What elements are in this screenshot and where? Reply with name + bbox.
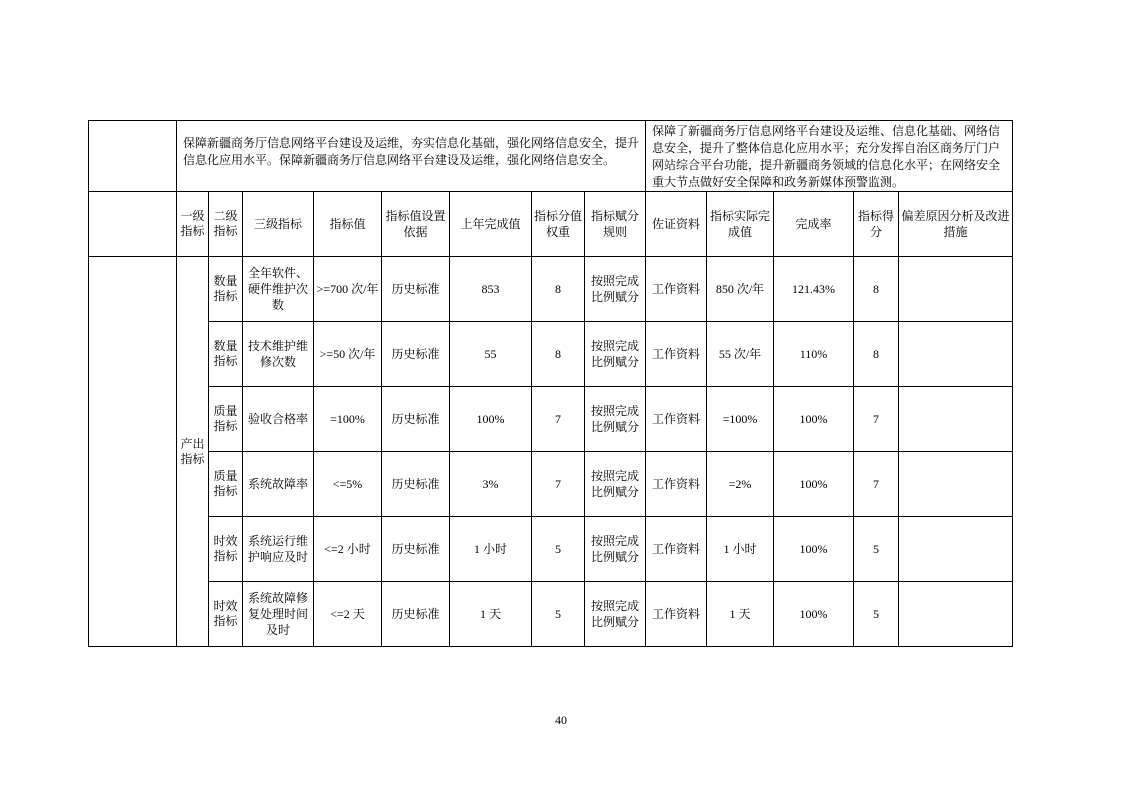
value-cell: <=5% [314, 452, 382, 517]
weight-cell: 8 [532, 257, 585, 322]
header-level2: 二级指标 [209, 192, 243, 257]
level3-cell: 系统运行维护响应及时 [243, 517, 314, 582]
actual-cell: 55 次/年 [707, 322, 774, 387]
rate-cell: 100% [774, 452, 854, 517]
level2-cell: 质量指标 [209, 387, 243, 452]
score-cell: 8 [854, 257, 899, 322]
rule-cell: 按照完成比例赋分 [585, 387, 646, 452]
level3-cell: 系统故障率 [243, 452, 314, 517]
header-actual: 指标实际完成值 [707, 192, 774, 257]
blank-cell [89, 257, 177, 647]
header-rule: 指标赋分规则 [585, 192, 646, 257]
evidence-cell: 工作资料 [646, 257, 707, 322]
header-basis: 指标值设置依据 [382, 192, 450, 257]
level2-cell: 数量指标 [209, 322, 243, 387]
rule-cell: 按照完成比例赋分 [585, 257, 646, 322]
analysis-cell [899, 452, 1013, 517]
actual-goal: 保障了新疆商务厅信息网络平台建设及运维、信息化基础、网络信息安全，提升了整体信息化应用水平；充分发挥自治区商务厅门户网站综合平台功能，提升新疆商务领域的信息化水平；在网络安全重大节点做好安全保障和政务新媒体预警监测。 [646, 121, 1013, 192]
header-row [89, 192, 1013, 257]
level2-cell: 时效指标 [209, 517, 243, 582]
evidence-cell: 工作资料 [646, 387, 707, 452]
rate-cell: 110% [774, 322, 854, 387]
header-last-year: 上年完成值 [450, 192, 532, 257]
evidence-cell: 工作资料 [646, 452, 707, 517]
level3-cell: 验收合格率 [243, 387, 314, 452]
last-year-cell: 853 [450, 257, 532, 322]
goal-row [89, 121, 1013, 192]
weight-cell: 7 [532, 452, 585, 517]
actual-cell: 850 次/年 [707, 257, 774, 322]
header-weight: 指标分值权重 [532, 192, 585, 257]
value-cell: <=2 小时 [314, 517, 382, 582]
last-year-cell: 55 [450, 322, 532, 387]
weight-cell: 7 [532, 387, 585, 452]
actual-cell: 1 小时 [707, 517, 774, 582]
evidence-cell: 工作资料 [646, 582, 707, 647]
level3-cell: 全年软件、硬件维护次数 [243, 257, 314, 322]
level3-cell: 技术维护维修次数 [243, 322, 314, 387]
rule-cell: 按照完成比例赋分 [585, 452, 646, 517]
last-year-cell: 100% [450, 387, 532, 452]
rule-cell: 按照完成比例赋分 [585, 322, 646, 387]
score-cell: 8 [854, 322, 899, 387]
score-cell: 7 [854, 387, 899, 452]
basis-cell: 历史标准 [382, 517, 450, 582]
rate-cell: 100% [774, 582, 854, 647]
score-cell: 5 [854, 517, 899, 582]
weight-cell: 5 [532, 517, 585, 582]
score-cell: 5 [854, 582, 899, 647]
planned-goal: 保障新疆商务厅信息网络平台建设及运维，夯实信息化基础，强化网络信息安全，提升信息化应用水平。保障新疆商务厅信息网络平台建设及运维，强化网络信息安全。 [177, 121, 646, 192]
performance-table [88, 120, 1013, 647]
evidence-cell: 工作资料 [646, 517, 707, 582]
evidence-cell: 工作资料 [646, 322, 707, 387]
analysis-cell [899, 517, 1013, 582]
basis-cell: 历史标准 [382, 257, 450, 322]
table-row [89, 517, 1013, 582]
basis-cell: 历史标准 [382, 387, 450, 452]
header-analysis: 偏差原因分析及改进措施 [899, 192, 1013, 257]
header-evidence: 佐证资料 [646, 192, 707, 257]
basis-cell: 历史标准 [382, 322, 450, 387]
rule-cell: 按照完成比例赋分 [585, 582, 646, 647]
weight-cell: 5 [532, 582, 585, 647]
analysis-cell [899, 257, 1013, 322]
table-row [89, 582, 1013, 647]
table-row [89, 387, 1013, 452]
level3-cell: 系统故障修复处理时间及时 [243, 582, 314, 647]
value-cell: <=2 天 [314, 582, 382, 647]
header-blank-cell [89, 192, 177, 257]
header-level1: 一级指标 [177, 192, 209, 257]
value-cell: >=700 次/年 [314, 257, 382, 322]
value-cell: >=50 次/年 [314, 322, 382, 387]
table-row [89, 322, 1013, 387]
analysis-cell [899, 582, 1013, 647]
rule-cell: 按照完成比例赋分 [585, 517, 646, 582]
goal-label-cell [89, 121, 177, 192]
header-rate: 完成率 [774, 192, 854, 257]
level2-cell: 时效指标 [209, 582, 243, 647]
last-year-cell: 1 天 [450, 582, 532, 647]
header-level3: 三级指标 [243, 192, 314, 257]
table-row [89, 257, 1013, 322]
analysis-cell [899, 387, 1013, 452]
basis-cell: 历史标准 [382, 452, 450, 517]
analysis-cell [899, 322, 1013, 387]
weight-cell: 8 [532, 322, 585, 387]
table-row [89, 452, 1013, 517]
actual-cell: =2% [707, 452, 774, 517]
score-cell: 7 [854, 452, 899, 517]
level2-cell: 质量指标 [209, 452, 243, 517]
basis-cell: 历史标准 [382, 582, 450, 647]
actual-cell: =100% [707, 387, 774, 452]
level1-category: 产出指标 [177, 257, 209, 647]
last-year-cell: 1 小时 [450, 517, 532, 582]
last-year-cell: 3% [450, 452, 532, 517]
rate-cell: 100% [774, 517, 854, 582]
level2-cell: 数量指标 [209, 257, 243, 322]
rate-cell: 121.43% [774, 257, 854, 322]
page-number: 40 [555, 713, 567, 727]
actual-cell: 1 天 [707, 582, 774, 647]
header-value: 指标值 [314, 192, 382, 257]
rate-cell: 100% [774, 387, 854, 452]
header-score: 指标得分 [854, 192, 899, 257]
value-cell: =100% [314, 387, 382, 452]
